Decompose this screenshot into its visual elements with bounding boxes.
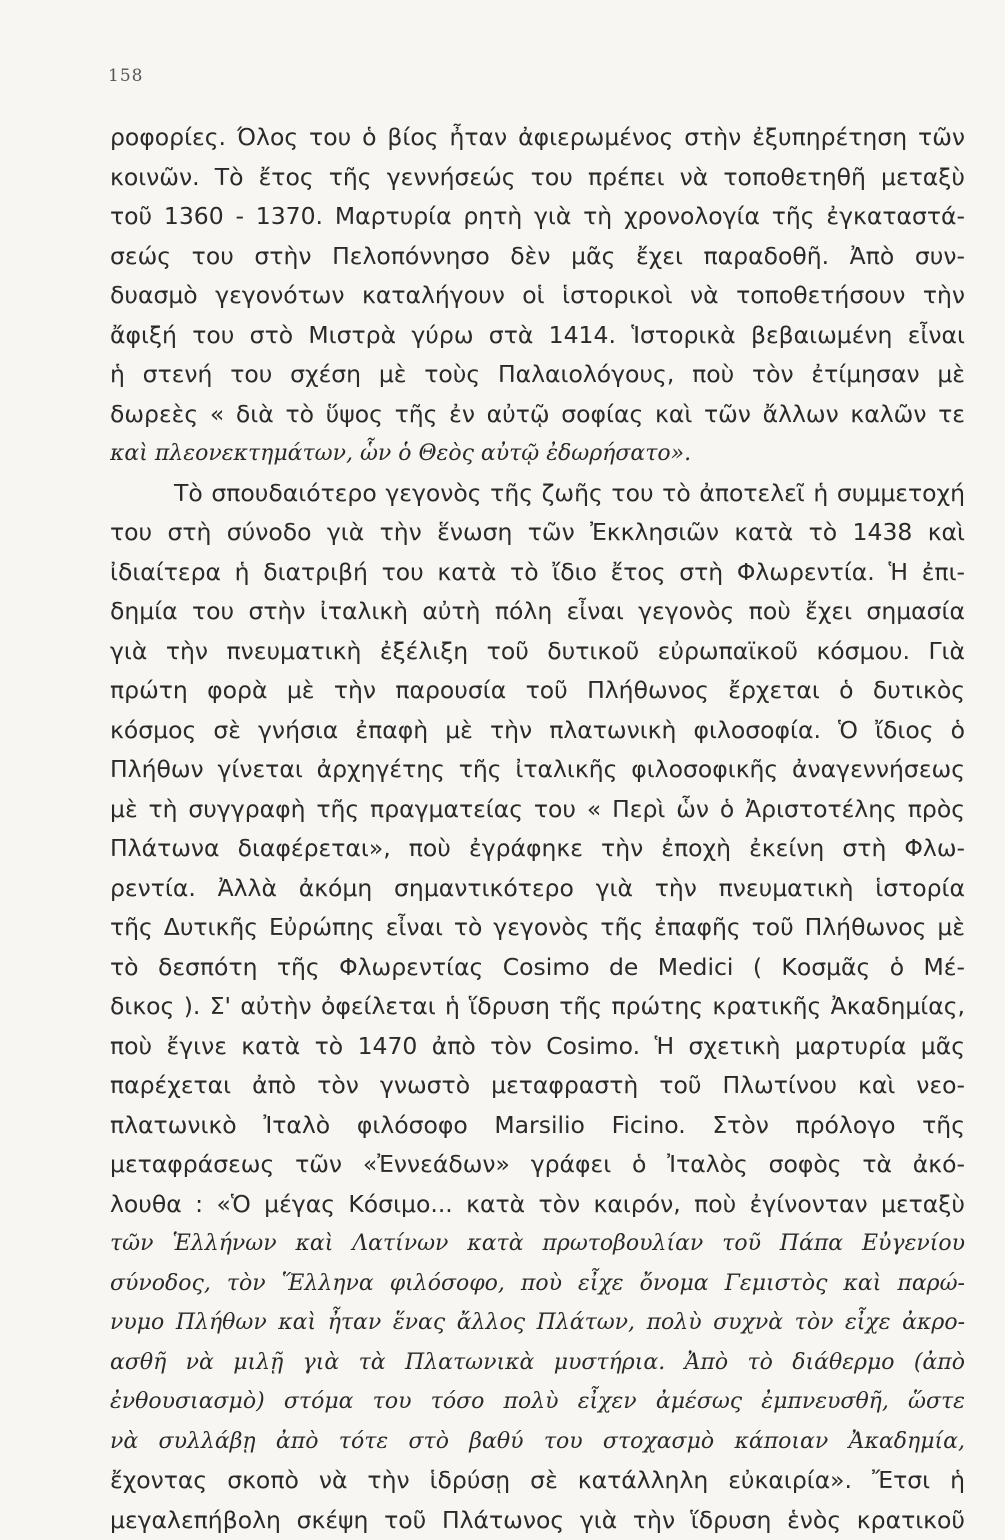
text-line: ἄφιξή του στὸ Μιστρὰ γύρω στὰ 1414. Ἱστορικὰ βεβαιωμένη εἶναι	[110, 316, 965, 356]
text-line: γιὰ τὴν πνευματικὴ ἐξέλιξη τοῦ δυτικοῦ εὐρωπαϊκοῦ κόσμου. Γιὰ	[110, 632, 965, 672]
text-line: ασθῆ νὰ μιλῇ γιὰ τὰ Πλατωνικὰ μυστήρια. Ἀπὸ τὸ διάθερμο (ἀπὸ	[110, 1343, 965, 1383]
text-line: ρεντία. Ἀλλὰ ἀκόμη σημαντικότερο γιὰ τὴν πνευματικὴ ἱστορία	[110, 869, 965, 909]
text-line: του στὴ σύνοδο γιὰ τὴν ἕνωση τῶν Ἐκκλησιῶν κατὰ τὸ 1438 καὶ	[110, 513, 965, 553]
text-line: τῆς Δυτικῆς Εὐρώπης εἶναι τὸ γεγονὸς τῆς ἐπαφῆς τοῦ Πλήθωνος μὲ	[110, 908, 965, 948]
text-line: καὶ πλεονεκτημάτων, ὧν ὁ Θεὸς αὐτῷ ἐδωρήσατο».	[110, 434, 965, 474]
text-line: παρέχεται ἀπὸ τὸν γνωστὸ μεταφραστὴ τοῦ Πλωτίνου καὶ νεο-	[110, 1066, 965, 1106]
text-line: δωρεὲς « διὰ τὸ ὕψος τῆς ἐν αὐτῷ σοφίας καὶ τῶν ἄλλων καλῶν τε	[110, 395, 965, 435]
text-line: σεώς του στὴν Πελοπόννησο δὲν μᾶς ἔχει παραδοθῆ. Ἀπὸ συν-	[110, 237, 965, 277]
text-line: κόσμος σὲ γνήσια ἐπαφὴ μὲ τὴν πλατωνικὴ φιλοσοφία. Ὁ ἴδιος ὁ	[110, 711, 965, 751]
text-line: Πλάτωνα διαφέρεται», ποὺ ἐγράφηκε τὴν ἐποχὴ ἐκείνη στὴ Φλω-	[110, 829, 965, 869]
text-line: μὲ τὴ συγγραφὴ τῆς πραγματείας του « Περὶ ὧν ὁ Ἀριστοτέλης πρὸς	[110, 790, 965, 830]
text-line: μεγαλεπήβολη σκέψη τοῦ Πλάτωνος γιὰ τὴν ἵδρυση ἑνὸς κρατικοῦ	[110, 1501, 965, 1540]
text-line: ἔχοντας σκοπὸ νὰ τὴν ἱδρύσῃ σὲ κατάλληλη εὐκαιρία». Ἔτσι ἡ	[110, 1461, 965, 1501]
text-line: δικος ). Σ' αὐτὴν ὀφείλεται ἡ ἵδρυση τῆς πρώτης κρατικῆς Ἀκαδημίας,	[110, 987, 965, 1027]
text-line: ποὺ ἔγινε κατὰ τὸ 1470 ἀπὸ τὸν Cosimo. Ἡ σχετικὴ μαρτυρία μᾶς	[110, 1027, 965, 1067]
text-line: πρώτη φορὰ μὲ τὴν παρουσία τοῦ Πλήθωνος ἔρχεται ὁ δυτικὸς	[110, 671, 965, 711]
text-line: λουθα : «Ὁ μέγας Κόσιμο... κατὰ τὸν καιρόν, ποὺ ἐγίνονταν μεταξὺ	[110, 1185, 965, 1225]
text-line: πλατωνικὸ Ἰταλὸ φιλόσοφο Marsilio Ficino. Στὸν πρόλογο τῆς	[110, 1106, 965, 1146]
text-line: μεταφράσεως τῶν «Ἐννεάδων» γράφει ὁ Ἰταλὸς σοφὸς τὰ ἀκό-	[110, 1145, 965, 1185]
text-line: Τὸ σπουδαιότερο γεγονὸς τῆς ζωῆς του τὸ ἀποτελεῖ ἡ συμμετοχή	[110, 474, 965, 514]
text-line: τοῦ 1360 - 1370. Μαρτυρία ρητὴ γιὰ τὴ χρονολογία τῆς ἐγκαταστά-	[110, 197, 965, 237]
text-line: νυμο Πλήθων καὶ ἦταν ἕνας ἄλλος Πλάτων, πολὺ συχνὰ τὸν εἶχε ἀκρο-	[110, 1303, 965, 1343]
body-text	[110, 118, 965, 1540]
text-line: δημία του στὴν ἰταλικὴ αὐτὴ πόλη εἶναι γεγονὸς ποὺ ἔχει σημασία	[110, 592, 965, 632]
text-line: τὸ δεσπότη τῆς Φλωρεντίας Cosimo de Medici ( Κοσμᾶς ὁ Μέ-	[110, 948, 965, 988]
text-line: δυασμὸ γεγονότων καταλήγουν οἱ ἱστορικοὶ νὰ τοποθετήσουν τὴν	[110, 276, 965, 316]
text-line: ἰδιαίτερα ἡ διατριβή του κατὰ τὸ ἴδιο ἔτος στὴ Φλωρεντία. Ἡ ἐπι-	[110, 553, 965, 593]
text-line: ἡ στενή του σχέση μὲ τοὺς Παλαιολόγους, ποὺ τὸν ἐτίμησαν μὲ	[110, 355, 965, 395]
text-line: σύνοδος, τὸν Ἕλληνα φιλόσοφο, ποὺ εἶχε ὄνομα Γεμιστὸς καὶ παρώ-	[110, 1264, 965, 1304]
text-line: νὰ συλλάβῃ ἀπὸ τότε στὸ βαθύ του στοχασμὸ κάποιαν Ἀκαδημία,	[110, 1422, 965, 1462]
text-line: κοινῶν. Τὸ ἔτος τῆς γεννήσεώς του πρέπει νὰ τοποθετηθῆ μεταξὺ	[110, 158, 965, 198]
page-number: 158	[108, 66, 143, 86]
text-line: τῶν Ἑλλήνων καὶ Λατίνων κατὰ πρωτοβουλίαν τοῦ Πάπα Εὐγενίου	[110, 1224, 965, 1264]
text-line: ροφορίες. Όλος του ὁ βίος ἦταν ἀφιερωμένος στὴν ἐξυπηρέτηση τῶν	[110, 118, 965, 158]
text-line: Πλήθων γίνεται ἀρχηγέτης τῆς ἰταλικῆς φιλοσοφικῆς ἀναγεννήσεως	[110, 750, 965, 790]
text-line: ἐνθουσιασμὸ) στόμα του τόσο πολὺ εἶχεν ἀμέσως ἐμπνευσθῆ, ὥστε	[110, 1382, 965, 1422]
